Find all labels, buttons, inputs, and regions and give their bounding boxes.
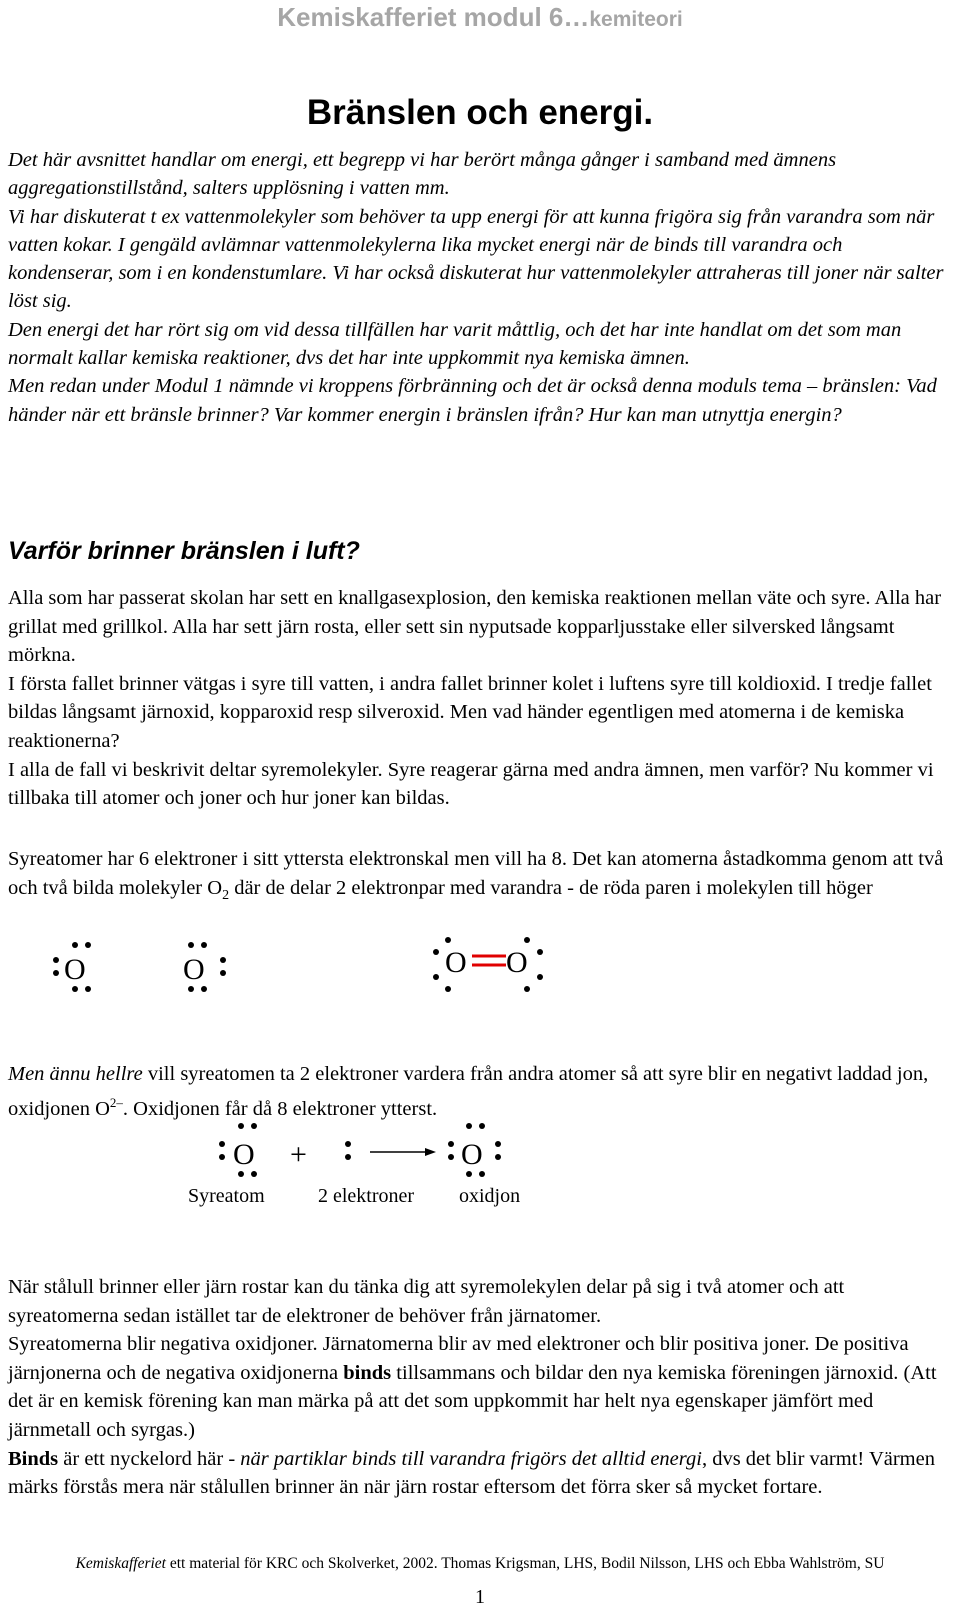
intro-paragraph: Den energi det har rört sig om vid dessa tillfällen har varit måttlig, och det har inte handlat om det som man normalt kallar kemiska reaktioner, dvs det har inte uppkommit nya kemiska ämnen. (8, 318, 902, 370)
italic-text: Men ännu hellre (8, 1063, 143, 1085)
superscript: 2– (109, 1094, 123, 1110)
intro-paragraph: Men redan under Modul 1 nämnde vi kroppens förbränning och det är också denna moduls tema – bränslen: Vad händer när ett bränsle brinner? Var kommer energin i bränslen ifrån? Hur kan man utnyttja energin? (8, 375, 937, 426)
section-1 (8, 584, 948, 813)
text: Syreatomerna blir negativa oxidjoner. Järnatomerna blir av med elektroner och blir positiva joner. De positiva järnjonerna och de negativa oxidjonerna (8, 1333, 909, 1384)
page-number: 1 (475, 1586, 485, 1608)
paragraph: När stålull brinner eller järn rostar kan du tänka dig att syremolekylen delar på sig i två atomer och att syreatomerna sedan istället tar de elektroner de behöver från järnatomer. (8, 1276, 845, 1327)
page-title: Bränslen och energi. (306, 93, 654, 132)
oxygen-lewis-diagram (0, 930, 960, 1000)
text: där de delar 2 elektronpar med varandra - de röda paren i molekylen till höger (229, 876, 873, 899)
oxide-ion-reaction-diagram (0, 1120, 960, 1220)
text: . Oxidjonen får då 8 elektroner ytterst. (122, 1097, 438, 1120)
page-footer (0, 1555, 960, 1573)
bold-text: Binds (8, 1447, 59, 1470)
oxygen-atom: O (233, 1138, 255, 1171)
intro-paragraph: Det här avsnittet handlar om energi, ett begrepp vi har berört många gånger i samband med ämnens aggregationstillstånd, salters upplösning i vatten mm. (8, 149, 837, 200)
section-2 (8, 845, 948, 910)
header-subtitle: kemiteori (589, 8, 683, 31)
bold-text: binds (343, 1361, 392, 1384)
footer-text: ett material för KRC och Skolverket, 2002. Thomas Krigsman, LHS, Bodil Nilsson, LHS och Ebba Wahlström, SU (165, 1555, 885, 1572)
section-3 (8, 1060, 948, 1123)
page-header (0, 2, 960, 33)
label-elektroner: 2 elektroner (318, 1185, 415, 1207)
paragraph (8, 1330, 948, 1444)
section-4 (8, 1273, 948, 1502)
text: vill syreatomen ta 2 elektroner vardera från andra atomer så att syre blir en negativt laddad jon, oxidjonen O (8, 1063, 929, 1120)
header-title: Kemiskafferiet modul 6… (277, 2, 590, 32)
paragraph: I första fallet brinner vätgas i syre till vatten, i andra fallet brinner kolet i luftens syre till koldioxid. I tredje fallet bildas långsamt järnoxid, kopparoxid resp silveroxid. Men vad händer egentligen med atomerna i de kemiska reaktionerna? (8, 672, 932, 752)
plus-sign: + (290, 1138, 307, 1171)
label-syreatom: Syreatom (188, 1185, 265, 1207)
electron-dots (53, 937, 543, 992)
reaction-arrow-head (425, 1148, 436, 1156)
oxide-ion: O (461, 1138, 483, 1171)
subscript: 2 (222, 887, 230, 903)
label-oxidjon: oxidjon (459, 1185, 521, 1207)
text: är ett nyckelord här - (58, 1447, 241, 1470)
section-heading: Varför brinner bränslen i luft? (8, 537, 360, 565)
oxygen-atom-left: O (64, 953, 86, 986)
electron-dots (219, 1123, 501, 1177)
paragraph (8, 1445, 948, 1502)
intro-paragraph: Vi har diskuterat t ex vattenmolekyler som behöver ta upp energi för att kunna frigöra sig från varandra som när vatten kokar. I gengäld avlämnar vattenmolekylerna lika mycket energi när de binds till varandra och kondenserar, som i en kondenstumlare. Vi har också diskuterat hur vattenmolekyler attraheras till joner när salter löst sig. (8, 205, 944, 313)
oxygen-atom-right: O (183, 953, 205, 986)
text: Syreatomer har 6 elektroner i sitt yttersta elektronskal men vill ha 8. Det kan atomerna åstadkomma genom att två och två bilda molekyler O (8, 848, 944, 899)
paragraph: I alla de fall vi beskrivit deltar syremolekyler. Syre reagerar gärna med andra ämnen, men varför? Nu kommer vi tillbaka till atomer och joner och hur joner kan bildas. (8, 758, 934, 810)
footer-italic: Kemiskafferiet (75, 1555, 166, 1572)
italic-text: när partiklar binds till varandra frigörs det alltid energi (240, 1447, 702, 1470)
intro-block (8, 146, 948, 429)
paragraph: Alla som har passerat skolan har sett en knallgasexplosion, den kemiska reaktionen mellan väte och syre. Alla har grillat med grillkol. Alla har sett järn rosta, eller sett sin nyputsade kopparljusstake eller silversked långsamt mörkna. (8, 587, 942, 667)
text: , dvs det blir varmt! Värmen märks förstås mera när stålullen brinner än när järn rostar eftersom det förra sker så mycket fortare. (8, 1447, 935, 1499)
molecule-atom-left: O (445, 946, 467, 979)
text: tillsammans och bildar den nya kemiska föreningen järnoxid. (Att det är en kemisk förening kan man märka på att det som uppkommit har helt nya egenskaper jämfört med järnmetall och syrgas.) (8, 1361, 937, 1441)
molecule-atom-right: O (506, 946, 528, 979)
